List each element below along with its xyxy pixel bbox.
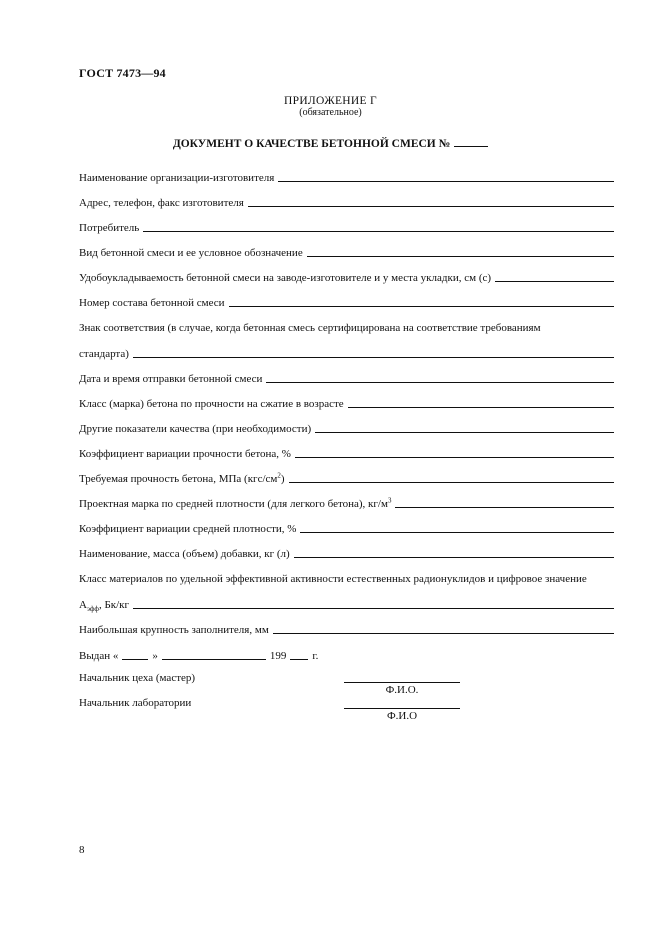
field-label: Номер состава бетонной смеси <box>79 297 225 309</box>
document-title-text: ДОКУМЕНТ О КАЧЕСТВЕ БЕТОННОЙ СМЕСИ № <box>172 138 451 150</box>
field-row-manufacturer <box>79 168 614 184</box>
field-label: Наименование, масса (объем) добавки, кг (л) <box>79 548 290 560</box>
fill-line[interactable] <box>133 597 614 609</box>
fill-line[interactable] <box>289 471 614 483</box>
field-label: Наибольшая крупность заполнителя, мм <box>79 624 269 636</box>
issued-month-blank[interactable] <box>162 648 266 660</box>
field-label-text: Требуемая прочность бетона, МПа (кгс/см <box>79 473 278 485</box>
field-label <box>79 599 130 614</box>
field-row-standard <box>79 344 614 360</box>
field-row-density-grade <box>79 494 614 510</box>
field-label: Другие показатели качества (при необходимости) <box>79 423 312 435</box>
standard-code: ГОСТ 7473—94 <box>79 66 166 80</box>
issued-year: 199 <box>269 650 287 662</box>
field-label: Класс материалов по удельной эффективной активности естественных радионуклидов и цифровое значение <box>79 573 587 585</box>
superscript: 2 <box>277 471 281 480</box>
field-row-consumer <box>79 218 614 234</box>
field-row-workability <box>79 268 614 284</box>
field-label: Класс (марка) бетона по прочности на сжатие в возрасте <box>79 398 344 410</box>
document-title <box>0 137 661 150</box>
field-label: Наименование организации-изготовителя <box>79 172 275 184</box>
issued-close-quote: » <box>152 650 158 662</box>
field-label: Вид бетонной смеси и ее условное обозначение <box>79 247 303 259</box>
field-label: Коэффициент вариации средней плотности, % <box>79 523 297 535</box>
fill-line[interactable] <box>495 270 614 282</box>
field-label: Адрес, телефон, факс изготовителя <box>79 197 244 209</box>
field-row-mix-type <box>79 243 614 259</box>
fill-line[interactable] <box>143 220 614 232</box>
field-label: стандарта) <box>79 348 129 360</box>
page-number: 8 <box>79 844 85 856</box>
field-row-conformity-mark <box>79 318 614 334</box>
field-row-required-strength <box>79 469 614 485</box>
field-label: Потребитель <box>79 222 140 234</box>
field-row-a-eff <box>79 595 614 614</box>
signature-line-lab-head[interactable] <box>344 708 460 709</box>
appendix-subtitle: (обязательное) <box>299 107 362 118</box>
appendix-title: ПРИЛОЖЕНИЕ Г <box>284 95 377 107</box>
fill-line[interactable] <box>395 496 614 508</box>
field-label: Коэффициент вариации прочности бетона, % <box>79 448 291 460</box>
fill-line[interactable] <box>307 245 614 257</box>
issued-label: Выдан « <box>79 650 119 662</box>
fill-line[interactable] <box>300 521 614 533</box>
field-row-composition-number <box>79 293 614 309</box>
fill-line[interactable] <box>295 446 614 458</box>
field-row-dispatch-time <box>79 369 614 385</box>
field-label-text: А <box>79 599 87 611</box>
issued-day-blank[interactable] <box>122 648 148 660</box>
subscript: эфф <box>86 605 99 614</box>
field-label: Знак соответствия (в случае, когда бетонная смесь сертифицирована на соответствие требованиям <box>79 322 541 334</box>
field-label-suffix: , Бк/кг <box>98 599 130 611</box>
document-number-blank[interactable] <box>454 137 488 147</box>
field-label <box>79 473 285 485</box>
signature-role-shop-head: Начальник цеха (мастер) <box>79 672 196 684</box>
field-row-strength-variation <box>79 444 614 460</box>
signature-name-shop-head: Ф.И.О. <box>385 684 419 696</box>
signature-role-lab-head: Начальник лаборатории <box>79 697 192 709</box>
field-row-aggregate-size <box>79 620 614 636</box>
issued-year-suffix: г. <box>312 650 319 662</box>
field-row-density-variation <box>79 519 614 535</box>
fill-line[interactable] <box>273 622 614 634</box>
fill-line[interactable] <box>266 371 614 383</box>
field-label-suffix: ) <box>280 473 285 485</box>
signature-line-shop-head[interactable] <box>344 682 460 683</box>
field-row-additive <box>79 544 614 560</box>
field-label: Удобоукладываемость бетонной смеси на заводе-изготовителе и у места укладки, см (с) <box>79 272 492 284</box>
fill-line[interactable] <box>294 546 614 558</box>
field-row-strength-class <box>79 394 614 410</box>
field-row-address <box>79 193 614 209</box>
field-label-text: Проектная марка по средней плотности (для легкого бетона), кг/м <box>79 498 388 510</box>
fill-line[interactable] <box>229 295 614 307</box>
fill-line[interactable] <box>348 396 614 408</box>
fill-line[interactable] <box>315 421 614 433</box>
signature-name-lab-head: Ф.И.О <box>386 710 418 722</box>
fill-line[interactable] <box>278 170 614 182</box>
field-label <box>79 498 391 510</box>
field-row-radionuclide-class <box>79 569 614 585</box>
field-label: Дата и время отправки бетонной смеси <box>79 373 263 385</box>
superscript: 3 <box>387 496 392 505</box>
fill-line[interactable] <box>248 195 614 207</box>
issued-year-blank[interactable] <box>290 648 308 660</box>
issued-date-row <box>79 646 318 662</box>
field-row-other-indicators <box>79 419 614 435</box>
fill-line[interactable] <box>133 346 614 358</box>
